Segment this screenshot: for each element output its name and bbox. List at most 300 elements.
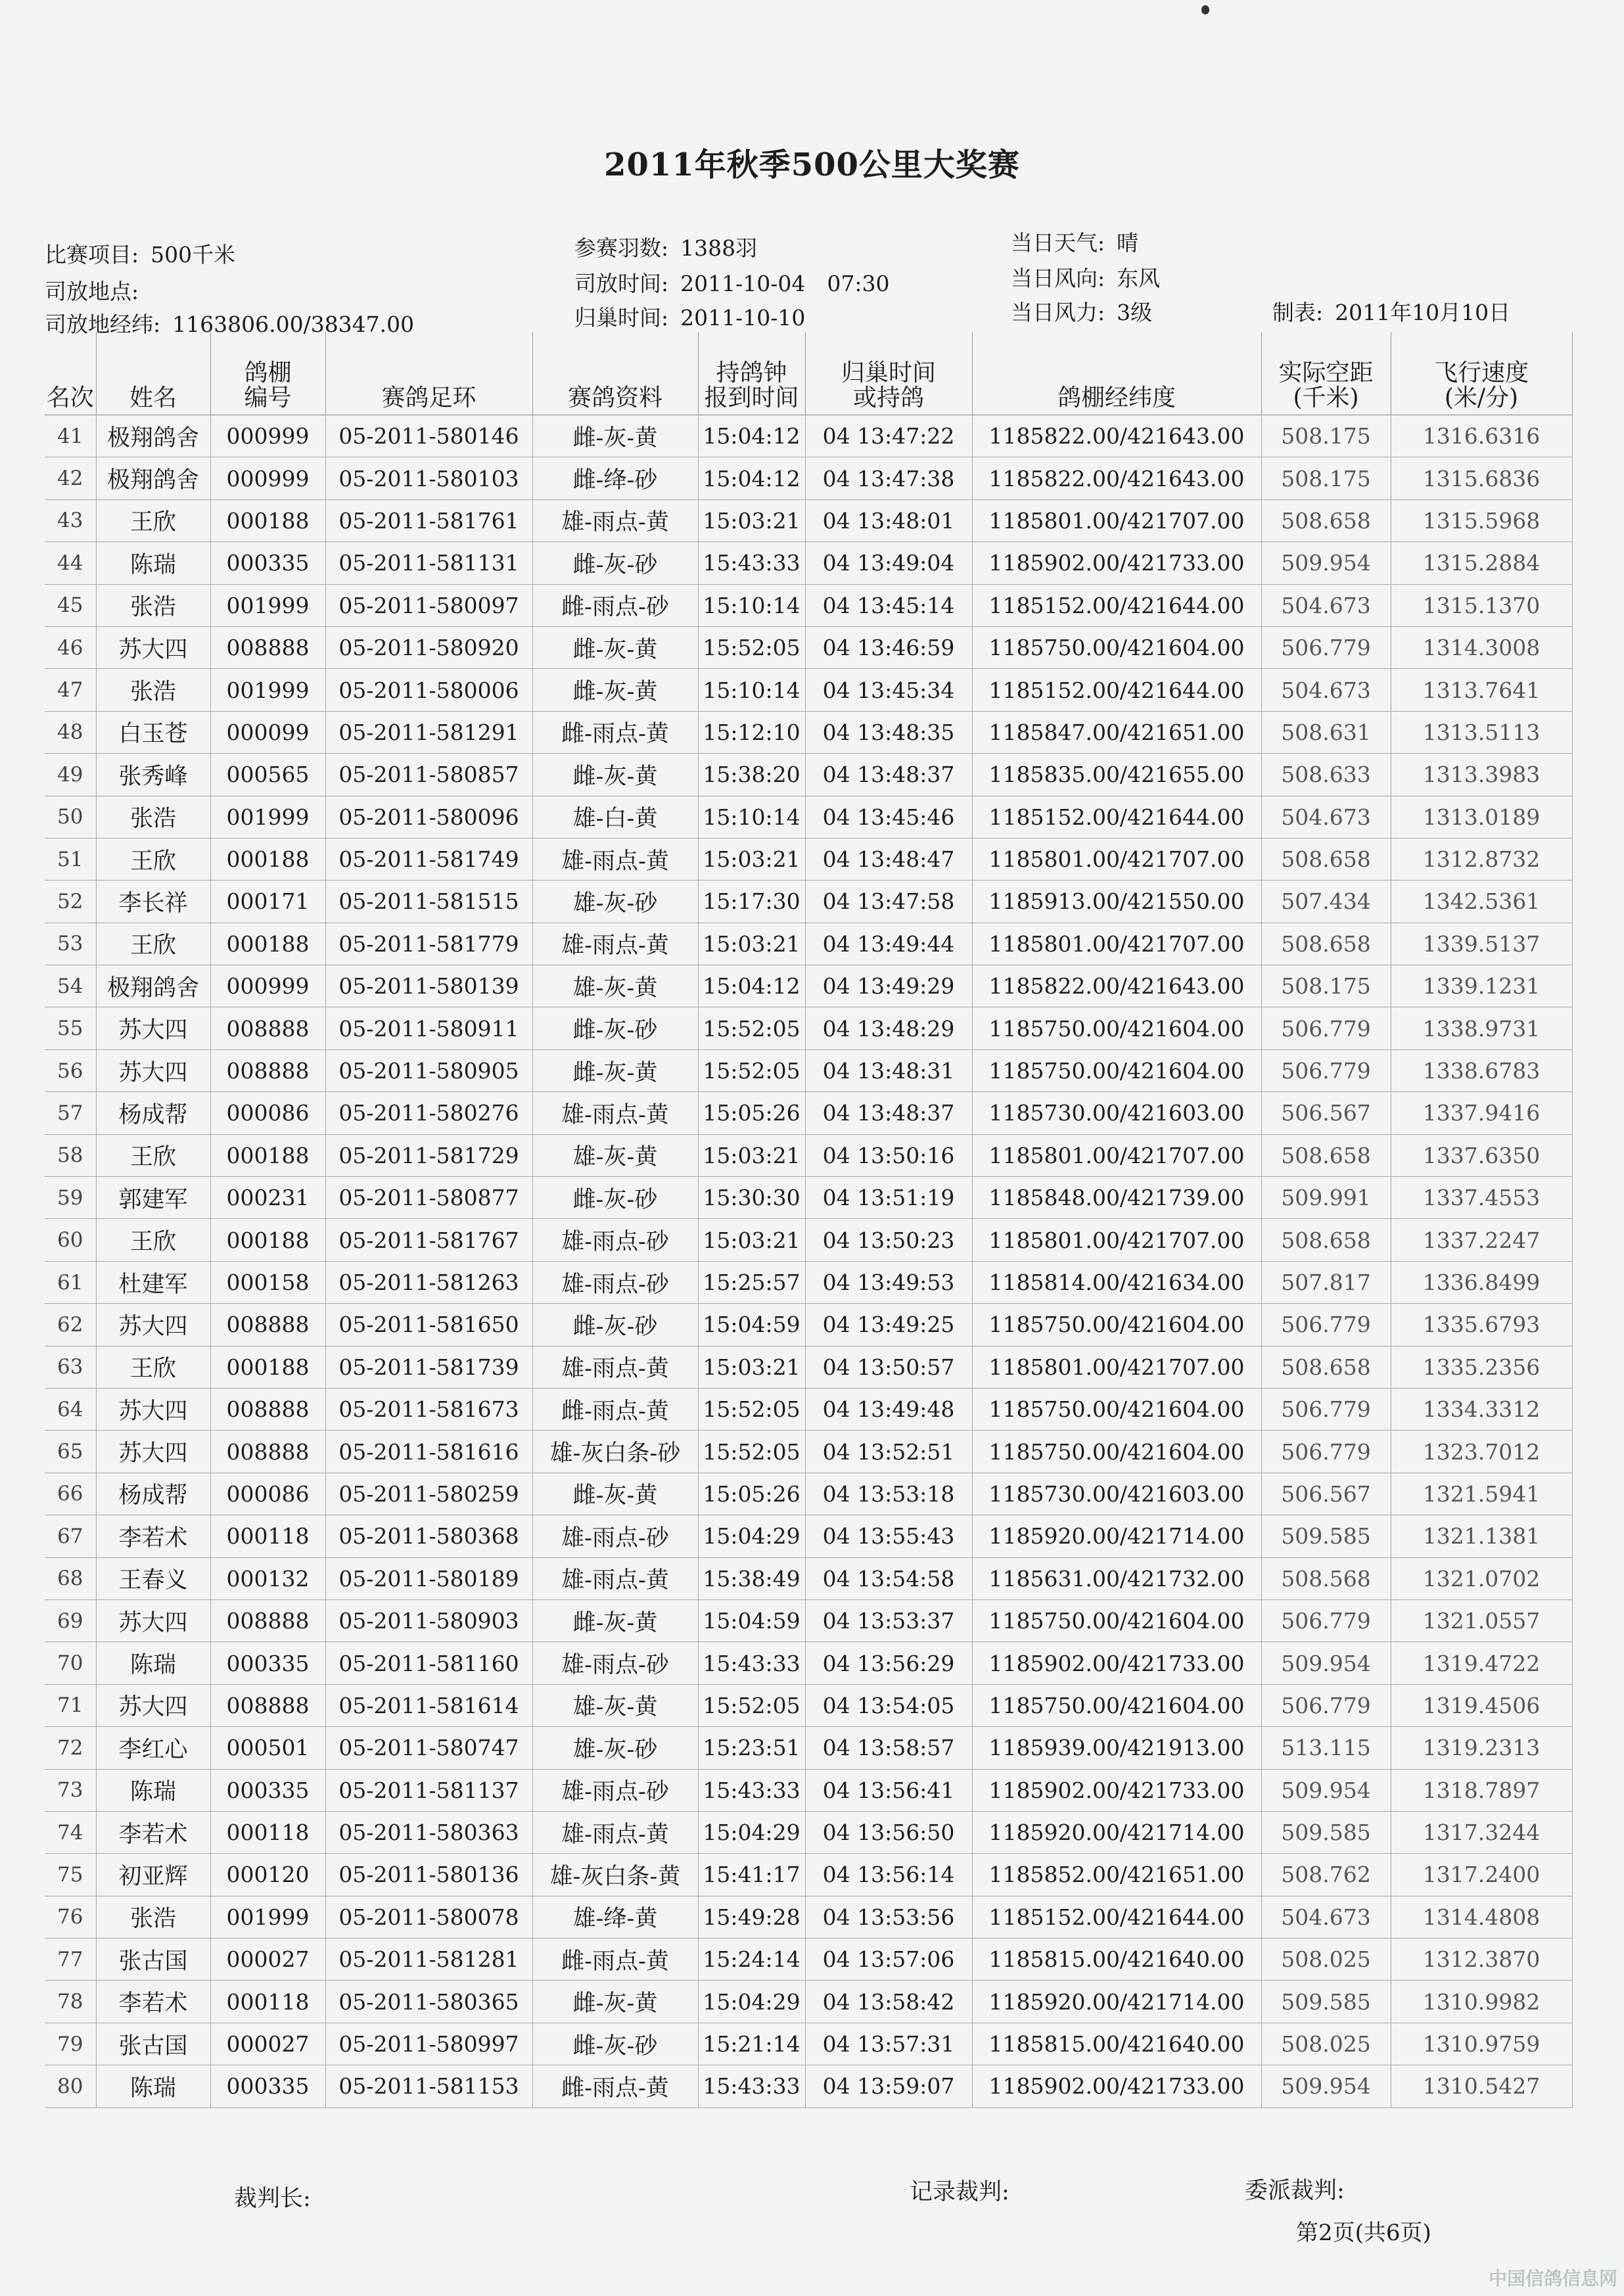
speed-cell: 1337.2247	[1391, 1219, 1572, 1261]
loft-id-cell: 000188	[210, 1219, 325, 1261]
distance-cell: 507.817	[1261, 1261, 1391, 1303]
info-release-time: 司放时间: 2011-10-04 07:30	[574, 271, 890, 296]
return-time-cell: 04 13:49:25	[805, 1304, 972, 1346]
ring-cell: 05-2011-580368	[325, 1515, 532, 1557]
table-row	[45, 2065, 1572, 2107]
clock-time-cell: 15:52:05	[698, 1007, 805, 1049]
name-cell: 初亚辉	[96, 1854, 210, 1896]
table-row	[45, 1388, 1572, 1430]
loft-coords-cell: 1185801.00/421707.00	[972, 499, 1261, 541]
distance-cell: 506.779	[1261, 1684, 1391, 1726]
speed-cell: 1337.9416	[1391, 1092, 1572, 1134]
loft-id-cell: 008888	[210, 1684, 325, 1726]
name-cell: 王欣	[96, 499, 210, 541]
rank-cell: 49	[45, 754, 96, 796]
pigeon-info-cell: 雄-灰-砂	[532, 1727, 698, 1769]
ring-cell: 05-2011-581515	[325, 881, 532, 923]
distance-cell: 506.567	[1261, 1473, 1391, 1515]
pigeon-info-cell: 雌-灰-砂	[532, 1304, 698, 1346]
clock-time-cell: 15:10:14	[698, 669, 805, 711]
ring-cell: 05-2011-581153	[325, 2065, 532, 2107]
clock-time-cell: 15:03:21	[698, 923, 805, 965]
clock-time-cell: 15:52:05	[698, 626, 805, 668]
ring-cell: 05-2011-581650	[325, 1304, 532, 1346]
name-cell: 极翔鸽舍	[96, 415, 210, 457]
return-time-cell: 04 13:46:59	[805, 626, 972, 668]
loft-id-cell: 001999	[210, 669, 325, 711]
loft-id-cell: 000188	[210, 499, 325, 541]
ring-cell: 05-2011-580911	[325, 1007, 532, 1049]
clock-time-cell: 15:10:14	[698, 584, 805, 626]
speed-cell: 1334.3312	[1391, 1388, 1572, 1430]
ring-cell: 05-2011-580877	[325, 1177, 532, 1219]
header-distance: 实际空距 (千米)	[1261, 332, 1391, 415]
clock-time-cell: 15:24:14	[698, 1939, 805, 1981]
rank-cell: 75	[45, 1854, 96, 1896]
rank-cell: 67	[45, 1515, 96, 1557]
distance-cell: 504.673	[1261, 1896, 1391, 1938]
rank-cell: 68	[45, 1557, 96, 1599]
name-cell: 苏大四	[96, 1431, 210, 1473]
clock-time-cell: 15:03:21	[698, 838, 805, 880]
distance-cell: 506.779	[1261, 1007, 1391, 1049]
loft-coords-cell: 1185920.00/421714.00	[972, 1515, 1261, 1557]
header-speed: 飞行速度 (米/分)	[1391, 332, 1572, 415]
table-row	[45, 1092, 1572, 1134]
loft-coords-cell: 1185801.00/421707.00	[972, 838, 1261, 880]
loft-id-cell: 001999	[210, 1896, 325, 1938]
ring-cell: 05-2011-581761	[325, 499, 532, 541]
name-cell: 陈瑞	[96, 1769, 210, 1811]
rank-cell: 59	[45, 1177, 96, 1219]
ring-cell: 05-2011-581263	[325, 1261, 532, 1303]
loft-id-cell: 008888	[210, 1304, 325, 1346]
pigeon-info-cell: 雄-雨点-砂	[532, 1769, 698, 1811]
distance-cell: 506.779	[1261, 1049, 1391, 1091]
table-row	[45, 754, 1572, 796]
return-time-cell: 04 13:45:34	[805, 669, 972, 711]
ring-cell: 05-2011-580997	[325, 2023, 532, 2065]
loft-coords-cell: 1185801.00/421707.00	[972, 923, 1261, 965]
loft-coords-cell: 1185152.00/421644.00	[972, 669, 1261, 711]
loft-id-cell: 000086	[210, 1473, 325, 1515]
pigeon-info-cell: 雌-灰-砂	[532, 1007, 698, 1049]
rank-cell: 47	[45, 669, 96, 711]
table-row	[45, 669, 1572, 711]
speed-cell: 1312.3870	[1391, 1939, 1572, 1981]
clock-time-cell: 15:49:28	[698, 1896, 805, 1938]
loft-coords-cell: 1185939.00/421913.00	[972, 1727, 1261, 1769]
loft-coords-cell: 1185822.00/421643.00	[972, 415, 1261, 457]
distance-cell: 504.673	[1261, 669, 1391, 711]
speed-cell: 1321.0702	[1391, 1557, 1572, 1599]
distance-cell: 506.779	[1261, 1431, 1391, 1473]
name-cell: 王欣	[96, 1134, 210, 1176]
rank-cell: 51	[45, 838, 96, 880]
pigeon-info-cell: 雌-雨点-砂	[532, 584, 698, 626]
table-row	[45, 1769, 1572, 1811]
header-ring: 赛鸽足环	[325, 332, 532, 415]
distance-cell: 509.954	[1261, 542, 1391, 584]
pigeon-info-cell: 雄-雨点-黄	[532, 923, 698, 965]
info-wind-direction: 当日风向: 东风	[1011, 265, 1161, 291]
ring-cell: 05-2011-580365	[325, 1981, 532, 2023]
clock-time-cell: 15:03:21	[698, 499, 805, 541]
name-cell: 李长祥	[96, 881, 210, 923]
loft-coords-cell: 1185848.00/421739.00	[972, 1177, 1261, 1219]
return-time-cell: 04 13:49:48	[805, 1388, 972, 1430]
loft-id-cell: 008888	[210, 1388, 325, 1430]
header-clock-time: 持鸽钟 报到时间	[698, 332, 805, 415]
name-cell: 张浩	[96, 584, 210, 626]
distance-cell: 508.568	[1261, 1557, 1391, 1599]
loft-id-cell: 000188	[210, 1346, 325, 1388]
record-referee-label: 记录裁判:	[910, 2179, 1009, 2205]
speed-cell: 1336.8499	[1391, 1261, 1572, 1303]
table-row	[45, 1684, 1572, 1726]
pigeon-info-cell: 雄-灰-砂	[532, 881, 698, 923]
rank-cell: 54	[45, 965, 96, 1007]
return-time-cell: 04 13:49:04	[805, 542, 972, 584]
table-row	[45, 1007, 1572, 1049]
clock-time-cell: 15:17:30	[698, 881, 805, 923]
name-cell: 李红心	[96, 1727, 210, 1769]
loft-coords-cell: 1185902.00/421733.00	[972, 1769, 1261, 1811]
loft-coords-cell: 1185730.00/421603.00	[972, 1092, 1261, 1134]
rank-cell: 43	[45, 499, 96, 541]
table-row	[45, 1557, 1572, 1599]
pigeon-info-cell: 雌-灰-黄	[532, 669, 698, 711]
return-time-cell: 04 13:47:58	[805, 881, 972, 923]
table-row	[45, 415, 1572, 457]
loft-id-cell: 000501	[210, 1727, 325, 1769]
table-row	[45, 711, 1572, 753]
rank-cell: 42	[45, 457, 96, 499]
speed-cell: 1317.2400	[1391, 1854, 1572, 1896]
distance-cell: 508.175	[1261, 457, 1391, 499]
pigeon-info-cell: 雌-灰-黄	[532, 1599, 698, 1642]
pigeon-info-cell: 雄-雨点-黄	[532, 1092, 698, 1134]
loft-id-cell: 000335	[210, 1769, 325, 1811]
speed-cell: 1310.9982	[1391, 1981, 1572, 2023]
ring-cell: 05-2011-580920	[325, 626, 532, 668]
pigeon-info-cell: 雌-灰-黄	[532, 754, 698, 796]
name-cell: 陈瑞	[96, 2065, 210, 2107]
loft-coords-cell: 1185750.00/421604.00	[972, 1388, 1261, 1430]
pigeon-info-cell: 雌-雨点-黄	[532, 1388, 698, 1430]
name-cell: 王欣	[96, 923, 210, 965]
table-row	[45, 1219, 1572, 1261]
clock-time-cell: 15:04:12	[698, 415, 805, 457]
distance-cell: 509.991	[1261, 1177, 1391, 1219]
ring-cell: 05-2011-580189	[325, 1557, 532, 1599]
ring-cell: 05-2011-581673	[325, 1388, 532, 1430]
pigeon-info-cell: 雄-灰白条-黄	[532, 1854, 698, 1896]
rank-cell: 44	[45, 542, 96, 584]
return-time-cell: 04 13:56:14	[805, 1854, 972, 1896]
speed-cell: 1319.2313	[1391, 1727, 1572, 1769]
return-time-cell: 04 13:53:56	[805, 1896, 972, 1938]
loft-coords-cell: 1185152.00/421644.00	[972, 1896, 1261, 1938]
loft-coords-cell: 1185730.00/421603.00	[972, 1473, 1261, 1515]
pigeon-info-cell: 雌-雨点-黄	[532, 1939, 698, 1981]
speed-cell: 1338.6783	[1391, 1049, 1572, 1091]
ring-cell: 05-2011-580103	[325, 457, 532, 499]
pigeon-info-cell: 雄-雨点-砂	[532, 1642, 698, 1684]
clock-time-cell: 15:05:26	[698, 1473, 805, 1515]
loft-coords-cell: 1185822.00/421643.00	[972, 457, 1261, 499]
distance-cell: 508.631	[1261, 711, 1391, 753]
name-cell: 苏大四	[96, 1388, 210, 1430]
table-body	[45, 415, 1572, 2108]
clock-time-cell: 15:52:05	[698, 1431, 805, 1473]
pigeon-info-cell: 雄-雨点-黄	[532, 1346, 698, 1388]
name-cell: 苏大四	[96, 626, 210, 668]
loft-id-cell: 001999	[210, 796, 325, 838]
name-cell: 张秀峰	[96, 754, 210, 796]
return-time-cell: 04 13:49:44	[805, 923, 972, 965]
table-row	[45, 838, 1572, 880]
return-time-cell: 04 13:57:06	[805, 1939, 972, 1981]
rank-cell: 58	[45, 1134, 96, 1176]
distance-cell: 508.762	[1261, 1854, 1391, 1896]
name-cell: 张浩	[96, 796, 210, 838]
table-row	[45, 626, 1572, 668]
pigeon-info-cell: 雌-灰-黄	[532, 1049, 698, 1091]
speed-cell: 1313.3983	[1391, 754, 1572, 796]
distance-cell: 504.673	[1261, 584, 1391, 626]
return-time-cell: 04 13:51:19	[805, 1177, 972, 1219]
loft-id-cell: 000565	[210, 754, 325, 796]
table-row	[45, 1896, 1572, 1938]
loft-id-cell: 000335	[210, 1642, 325, 1684]
speed-cell: 1313.7641	[1391, 669, 1572, 711]
loft-coords-cell: 1185815.00/421640.00	[972, 1939, 1261, 1981]
pigeon-info-cell: 雌-雨点-黄	[532, 2065, 698, 2107]
table-header-row	[45, 332, 1572, 415]
loft-coords-cell: 1185152.00/421644.00	[972, 796, 1261, 838]
loft-coords-cell: 1185920.00/421714.00	[972, 1981, 1261, 2023]
clock-time-cell: 15:03:21	[698, 1134, 805, 1176]
loft-coords-cell: 1185152.00/421644.00	[972, 584, 1261, 626]
pigeon-info-cell: 雌-灰-黄	[532, 626, 698, 668]
speed-cell: 1313.5113	[1391, 711, 1572, 753]
clock-time-cell: 15:43:33	[698, 1769, 805, 1811]
name-cell: 李若术	[96, 1811, 210, 1853]
distance-cell: 508.658	[1261, 1134, 1391, 1176]
table-row	[45, 965, 1572, 1007]
name-cell: 苏大四	[96, 1049, 210, 1091]
loft-id-cell: 000118	[210, 1981, 325, 2023]
speed-cell: 1310.9759	[1391, 2023, 1572, 2065]
clock-time-cell: 15:25:57	[698, 1261, 805, 1303]
info-wind-force: 当日风力: 3级	[1011, 300, 1153, 325]
distance-cell: 506.779	[1261, 1304, 1391, 1346]
return-time-cell: 04 13:45:14	[805, 584, 972, 626]
return-time-cell: 04 13:55:43	[805, 1515, 972, 1557]
info-entries: 参赛羽数: 1388羽	[574, 235, 758, 261]
loft-coords-cell: 1185920.00/421714.00	[972, 1811, 1261, 1853]
pigeon-info-cell: 雄-雨点-砂	[532, 1515, 698, 1557]
pigeon-info-cell: 雌-灰-黄	[532, 1981, 698, 2023]
rank-cell: 41	[45, 415, 96, 457]
clock-time-cell: 15:10:14	[698, 796, 805, 838]
return-time-cell: 04 13:48:31	[805, 1049, 972, 1091]
ring-cell: 05-2011-580903	[325, 1599, 532, 1642]
return-time-cell: 04 13:49:53	[805, 1261, 972, 1303]
ring-cell: 05-2011-580136	[325, 1854, 532, 1896]
rank-cell: 64	[45, 1388, 96, 1430]
loft-coords-cell: 1185814.00/421634.00	[972, 1261, 1261, 1303]
loft-coords-cell: 1185913.00/421550.00	[972, 881, 1261, 923]
ring-cell: 05-2011-580006	[325, 669, 532, 711]
clock-time-cell: 15:43:33	[698, 1642, 805, 1684]
rank-cell: 69	[45, 1599, 96, 1642]
rank-cell: 52	[45, 881, 96, 923]
loft-id-cell: 008888	[210, 626, 325, 668]
name-cell: 杜建军	[96, 1261, 210, 1303]
table-row	[45, 1981, 1572, 2023]
ring-cell: 05-2011-581729	[325, 1134, 532, 1176]
loft-coords-cell: 1185822.00/421643.00	[972, 965, 1261, 1007]
loft-id-cell: 000335	[210, 542, 325, 584]
name-cell: 苏大四	[96, 1304, 210, 1346]
name-cell: 王欣	[96, 838, 210, 880]
ring-cell: 05-2011-581779	[325, 923, 532, 965]
distance-cell: 508.025	[1261, 1939, 1391, 1981]
watermark: 中国信鸽信息网	[1488, 2268, 1617, 2289]
ring-cell: 05-2011-580139	[325, 965, 532, 1007]
pigeon-info-cell: 雌-灰-黄	[532, 1473, 698, 1515]
loft-id-cell: 000999	[210, 415, 325, 457]
speed-cell: 1314.3008	[1391, 626, 1572, 668]
loft-id-cell: 000086	[210, 1092, 325, 1134]
speed-cell: 1342.5361	[1391, 881, 1572, 923]
return-time-cell: 04 13:50:16	[805, 1134, 972, 1176]
name-cell: 张古国	[96, 2023, 210, 2065]
name-cell: 王欣	[96, 1219, 210, 1261]
speed-cell: 1321.5941	[1391, 1473, 1572, 1515]
loft-id-cell: 000158	[210, 1261, 325, 1303]
distance-cell: 506.567	[1261, 1092, 1391, 1134]
rank-cell: 79	[45, 2023, 96, 2065]
page-title: 2011年秋季500公里大奖赛	[604, 147, 1020, 183]
loft-id-cell: 008888	[210, 1431, 325, 1473]
rank-cell: 72	[45, 1727, 96, 1769]
rank-cell: 57	[45, 1092, 96, 1134]
rank-cell: 78	[45, 1981, 96, 2023]
return-time-cell: 04 13:49:29	[805, 965, 972, 1007]
name-cell: 张浩	[96, 1896, 210, 1938]
assigned-referee-label: 委派裁判:	[1245, 2178, 1345, 2204]
pigeon-info-cell: 雄-雨点-黄	[532, 1557, 698, 1599]
ring-cell: 05-2011-580905	[325, 1049, 532, 1091]
loft-coords-cell: 1185902.00/421733.00	[972, 2065, 1261, 2107]
pigeon-info-cell: 雄-雨点-砂	[532, 1261, 698, 1303]
speed-cell: 1321.0557	[1391, 1599, 1572, 1642]
return-time-cell: 04 13:48:37	[805, 1092, 972, 1134]
speed-cell: 1335.2356	[1391, 1346, 1572, 1388]
loft-id-cell: 008888	[210, 1599, 325, 1642]
table-row	[45, 1304, 1572, 1346]
ring-cell: 05-2011-581614	[325, 1684, 532, 1726]
loft-id-cell: 000099	[210, 711, 325, 753]
return-time-cell: 04 13:54:58	[805, 1557, 972, 1599]
distance-cell: 508.175	[1261, 965, 1391, 1007]
loft-id-cell: 000188	[210, 1134, 325, 1176]
ring-cell: 05-2011-580747	[325, 1727, 532, 1769]
clock-time-cell: 15:41:17	[698, 1854, 805, 1896]
rank-cell: 77	[45, 1939, 96, 1981]
table-row	[45, 1811, 1572, 1853]
pigeon-info-cell: 雄-白-黄	[532, 796, 698, 838]
name-cell: 陈瑞	[96, 542, 210, 584]
loft-id-cell: 000999	[210, 457, 325, 499]
pigeon-info-cell: 雄-绛-黄	[532, 1896, 698, 1938]
info-release-coords: 司放地经纬: 1163806.00/38347.00	[45, 311, 415, 337]
name-cell: 郭建军	[96, 1177, 210, 1219]
name-cell: 苏大四	[96, 1599, 210, 1642]
return-time-cell: 04 13:48:01	[805, 499, 972, 541]
rank-cell: 76	[45, 1896, 96, 1938]
speed-cell: 1323.7012	[1391, 1431, 1572, 1473]
table-row	[45, 1854, 1572, 1896]
rank-cell: 60	[45, 1219, 96, 1261]
clock-time-cell: 15:43:33	[698, 542, 805, 584]
clock-time-cell: 15:04:29	[698, 1515, 805, 1557]
loft-id-cell: 000999	[210, 965, 325, 1007]
ring-cell: 05-2011-581131	[325, 542, 532, 584]
distance-cell: 509.585	[1261, 1811, 1391, 1853]
pigeon-info-cell: 雌-灰-砂	[532, 2023, 698, 2065]
clock-time-cell: 15:52:05	[698, 1388, 805, 1430]
distance-cell: 508.025	[1261, 2023, 1391, 2065]
ring-cell: 05-2011-580259	[325, 1473, 532, 1515]
name-cell: 王欣	[96, 1346, 210, 1388]
distance-cell: 509.585	[1261, 1515, 1391, 1557]
pigeon-info-cell: 雄-雨点-黄	[532, 499, 698, 541]
rank-cell: 70	[45, 1642, 96, 1684]
name-cell: 陈瑞	[96, 1642, 210, 1684]
loft-id-cell: 000027	[210, 2023, 325, 2065]
rank-cell: 65	[45, 1431, 96, 1473]
return-time-cell: 04 13:56:29	[805, 1642, 972, 1684]
clock-time-cell: 15:05:26	[698, 1092, 805, 1134]
loft-id-cell: 001999	[210, 584, 325, 626]
speed-cell: 1339.5137	[1391, 923, 1572, 965]
return-time-cell: 04 13:56:50	[805, 1811, 972, 1853]
name-cell: 张浩	[96, 669, 210, 711]
return-time-cell: 04 13:47:22	[805, 415, 972, 457]
speed-cell: 1339.1231	[1391, 965, 1572, 1007]
table-row	[45, 1049, 1572, 1091]
ring-cell: 05-2011-581281	[325, 1939, 532, 1981]
return-time-cell: 04 13:48:29	[805, 1007, 972, 1049]
loft-id-cell: 000027	[210, 1939, 325, 1981]
info-weather: 当日天气: 晴	[1011, 230, 1139, 256]
table-row	[45, 1346, 1572, 1388]
clock-time-cell: 15:04:29	[698, 1981, 805, 2023]
clock-time-cell: 15:21:14	[698, 2023, 805, 2065]
distance-cell: 508.658	[1261, 838, 1391, 880]
loft-id-cell: 000120	[210, 1854, 325, 1896]
return-time-cell: 04 13:53:18	[805, 1473, 972, 1515]
return-time-cell: 04 13:48:35	[805, 711, 972, 753]
ink-speck	[1201, 5, 1209, 14]
header-rank: 名次	[45, 332, 96, 415]
clock-time-cell: 15:03:21	[698, 1346, 805, 1388]
page-number: 第2页(共6页)	[1296, 2220, 1431, 2246]
